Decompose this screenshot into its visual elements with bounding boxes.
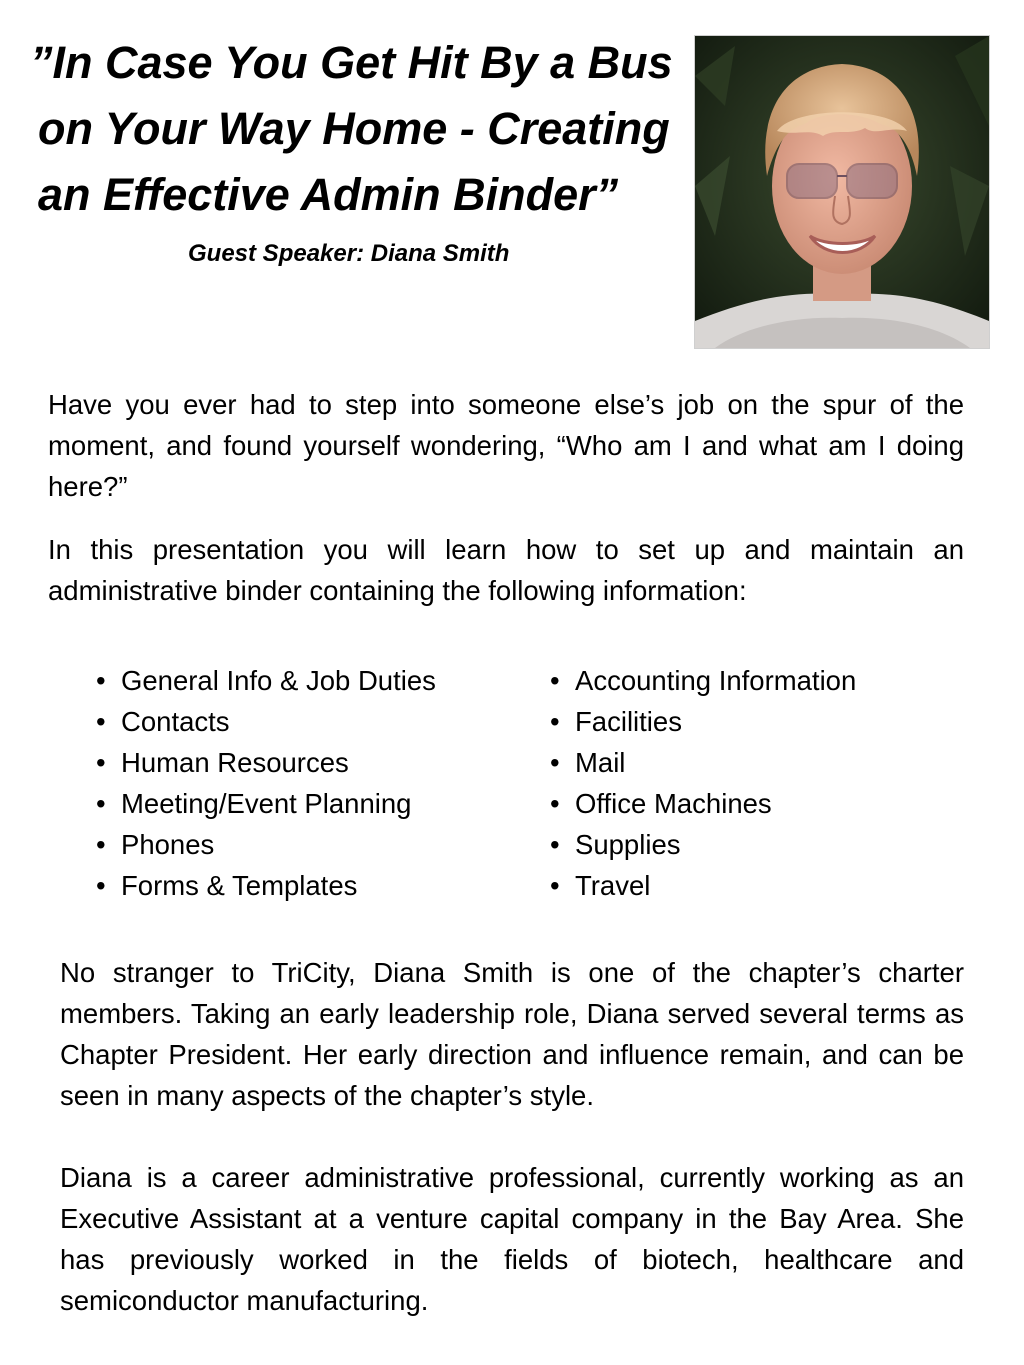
list-item: • Facilities: [550, 701, 856, 742]
intro-paragraph-2: In this presentation you will learn how to set up and maintain an administrative binder containing the following information:: [48, 534, 964, 606]
speaker-photo: [694, 35, 990, 349]
topic-list-left: [96, 660, 436, 906]
list-item: • Meeting/Event Planning: [96, 783, 436, 824]
event-title: [30, 30, 700, 228]
list-item: • Supplies: [550, 824, 856, 865]
list-item: • Accounting Information: [550, 660, 856, 701]
title-line-2: on Your Way Home - Creating: [38, 103, 670, 154]
guest-speaker-label: Guest Speaker: Diana Smith: [188, 240, 510, 267]
list-item: • Travel: [550, 865, 856, 906]
title-line-3: an Effective Admin Binder”: [38, 169, 619, 220]
bio-paragraph-2: Diana is a career administrative professional, currently working as an Executive Assistant at a venture capital company in the Bay Area. She has previously worked in the fields of biotech, healthcare and semiconductor manufacturing.: [60, 1162, 964, 1316]
list-item: • Mail: [550, 742, 856, 783]
list-item: • Contacts: [96, 701, 436, 742]
list-item: • Forms & Templates: [96, 865, 436, 906]
title-line-1: ”In Case You Get Hit By a Bus: [30, 37, 673, 88]
list-item: • Office Machines: [550, 783, 856, 824]
topic-list-right: [550, 660, 856, 906]
list-item: • Phones: [96, 824, 436, 865]
intro-paragraph-1: Have you ever had to step into someone else’s job on the spur of the moment, and found yourself wondering, “Who am I and what am I doing here?”: [48, 389, 964, 502]
bio-paragraph-1: No stranger to TriCity, Diana Smith is one of the chapter’s charter members. Taking an early leadership role, Diana served several terms as Chapter President. Her early direction and influence remain, and can be seen in many aspects of the chapter’s style.: [60, 957, 964, 1111]
list-item: • General Info & Job Duties: [96, 660, 436, 701]
list-item: • Human Resources: [96, 742, 436, 783]
